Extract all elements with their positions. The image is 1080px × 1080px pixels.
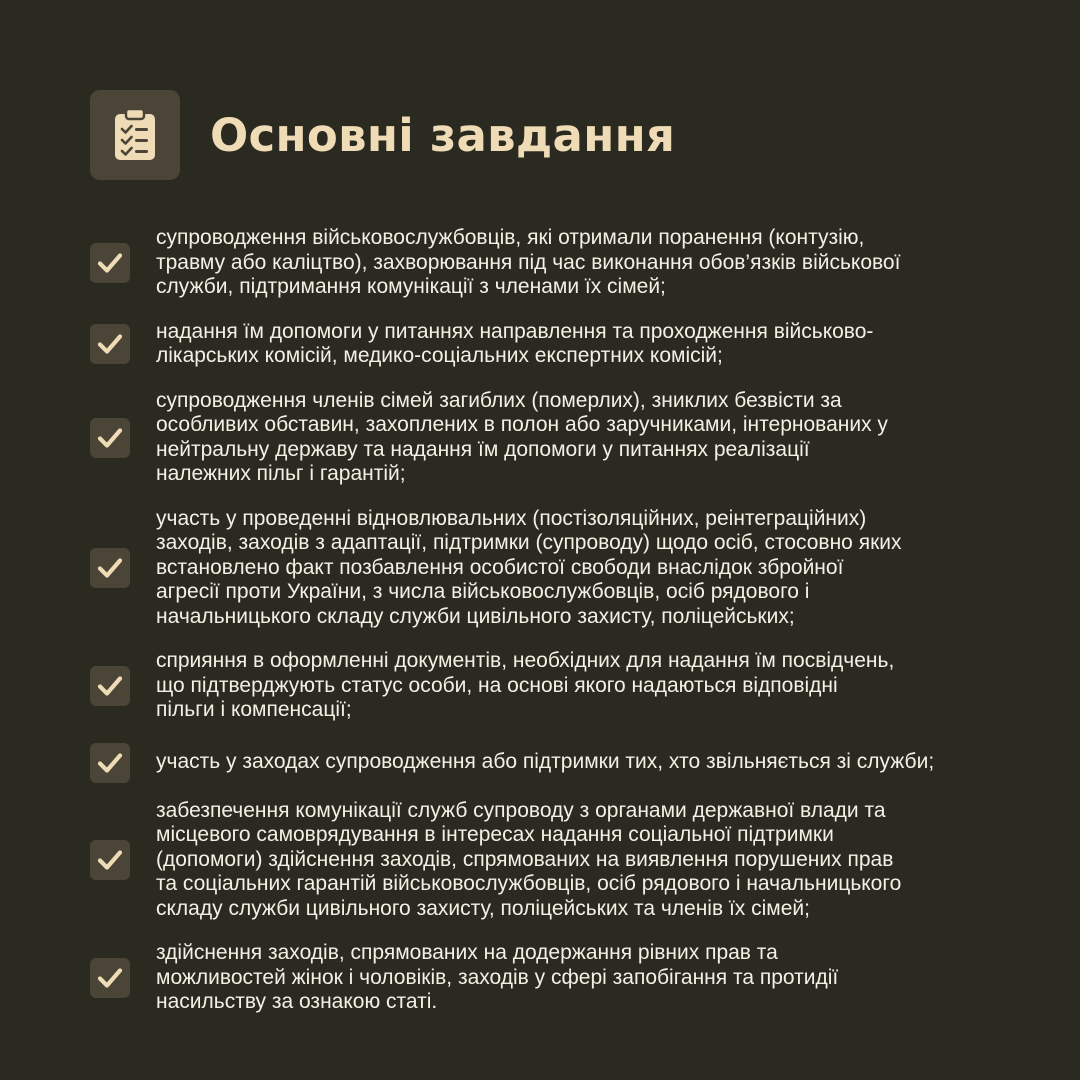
checkmark-icon xyxy=(90,958,130,998)
checkmark-icon xyxy=(90,243,130,283)
page-title: Основні завдання xyxy=(210,108,676,162)
task-text: забезпечення комунікації служб супроводу з органами державної влади та місцевого самоврядування в інтересах надання соціальної підтримки (допомоги) здійснення заходів, спрямованих на виявлення порушених прав та соціальних гарантій військовослужбовців, осіб рядового і начальницького складу служби цивільного захисту, поліцейських та членів їх сімей; xyxy=(156,798,902,920)
checkmark-icon xyxy=(90,548,130,588)
list-item xyxy=(90,743,1040,783)
clipboard-checklist-icon xyxy=(90,90,180,180)
task-text: супроводження військовослужбовців, які отримали поранення (контузію, травму або каліцтво), захворювання під час виконання обов’язків військової служби, підтримання комунікації з членами їх сімей; xyxy=(156,226,901,298)
checkmark-icon xyxy=(90,418,130,458)
task-text: участь у заходах супроводження або підтримки тих, хто звільняється зі служби; xyxy=(156,750,935,774)
checkmark-icon xyxy=(90,743,130,783)
task-text: надання їм допомоги у питаннях направлення та проходження військово- лікарських комісій, медико-соціальних експертних комісій; xyxy=(156,319,874,367)
list-item xyxy=(90,941,1040,1015)
list-item xyxy=(90,799,1040,922)
task-text: участь у проведенні відновлювальних (постізоляційних, реінтеграційних) заходів, заходів з адаптації, підтримки (супроводу) щодо осіб, стосовно яких встановлено факт позбавлення особистої свободи внаслідок збройної агресії проти України, з числа військовослужбовців, осіб рядового і начальницького складу служби цивільного захисту, поліцейських; xyxy=(156,506,902,628)
list-item xyxy=(90,226,1040,300)
list-item xyxy=(90,507,1040,630)
task-text: супроводження членів сімей загиблих (померлих), зниклих безвісти за особливих обставин, захоплених в полон або заручниками, інтернованих у нейтральну державу та надання їм допомоги у питаннях реалізації належних пільг і гарантій; xyxy=(156,388,888,485)
list-item xyxy=(90,389,1040,487)
list-item xyxy=(90,320,1040,369)
header xyxy=(90,90,675,180)
task-text: сприяння в оформленні документів, необхідних для надання їм посвідчень, що підтверджують статус особи, на основі якого надаються відповідні пільги і компенсації; xyxy=(156,649,895,721)
task-text: здійснення заходів, спрямованих на додержання рівних прав та можливостей жінок і чоловіків, заходів у сфері запобігання та протидії насильству за ознакою статі. xyxy=(156,941,839,1013)
checkmark-icon xyxy=(90,840,130,880)
list-item xyxy=(90,649,1040,723)
checkmark-icon xyxy=(90,324,130,364)
checkmark-icon xyxy=(90,666,130,706)
task-list xyxy=(90,226,1040,1015)
